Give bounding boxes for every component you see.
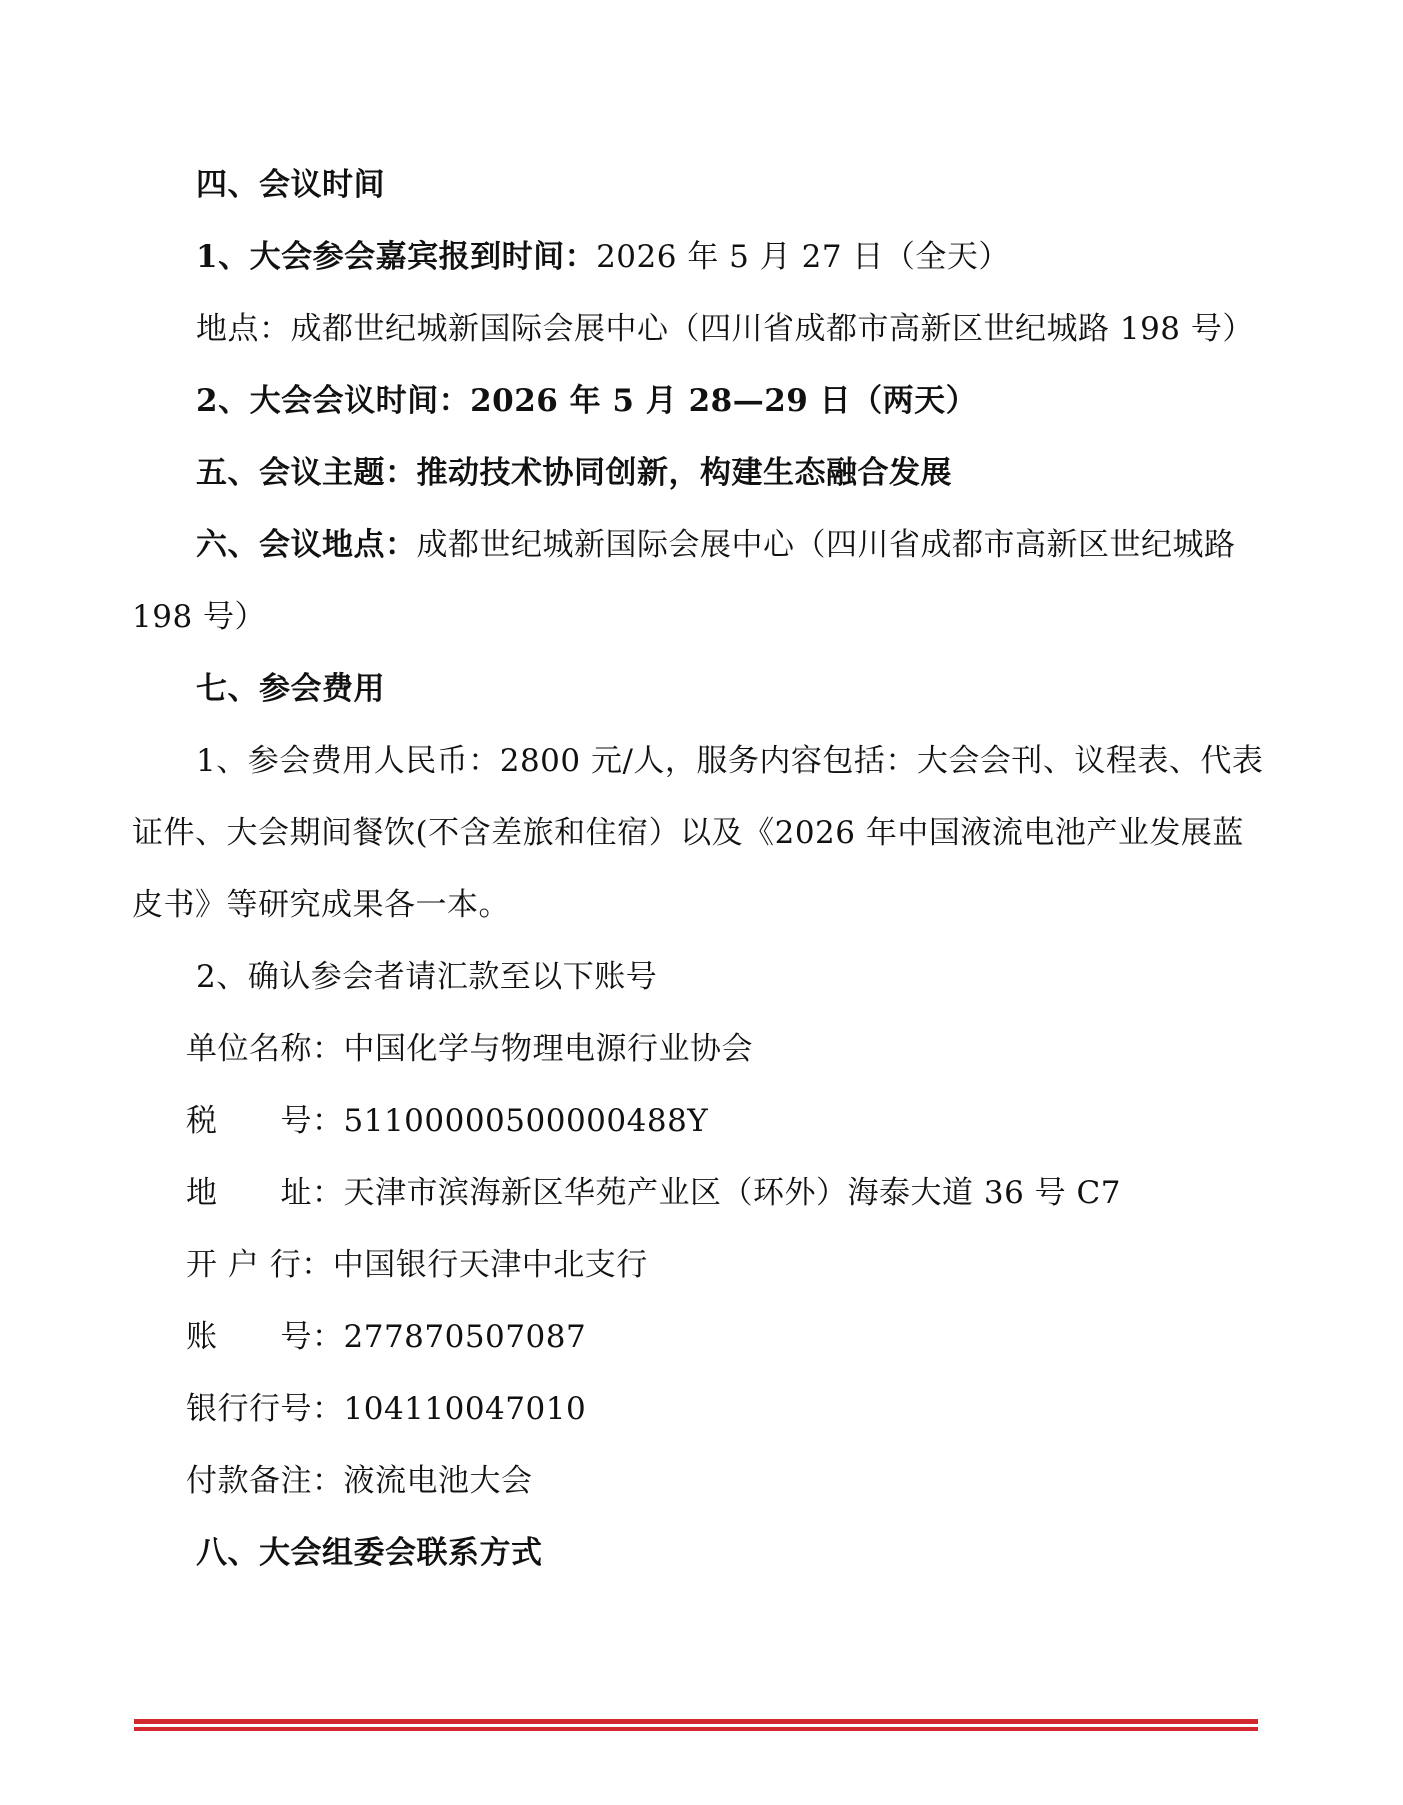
meeting-time: 2、大会会议时间：2026 年 5 月 28—29 日（两天）: [196, 383, 978, 419]
section-heading-contact: 八、大会组委会联系方式: [196, 1535, 543, 1571]
account-address-label: 地 址：: [186, 1175, 344, 1211]
section-heading-theme: 五、会议主题：推动技术协同创新，构建生态融合发展: [196, 455, 952, 491]
fee-paragraph-line-1: 1、参会费用人民币：2800 元/人，服务内容包括：大会会刊、议程表、代表: [196, 743, 1264, 779]
footer-double-rule: [134, 1719, 1258, 1731]
check-in-time-label: 1、大会参会嘉宾报到时间：: [196, 239, 597, 275]
footer-rule-top: [134, 1719, 1258, 1724]
account-bank-code-row: [186, 1389, 586, 1429]
account-address-row: [186, 1173, 1121, 1213]
meeting-location: [196, 525, 1236, 565]
check-in-location: 地点：成都世纪城新国际会展中心（四川省成都市高新区世纪城路 198 号）: [196, 311, 1254, 347]
account-number-value: 277870507087: [343, 1319, 587, 1355]
meeting-location-continued: 198 号）: [132, 599, 267, 635]
check-in-time: [196, 237, 1010, 277]
account-bank-code-label: 银行行号：: [186, 1391, 344, 1427]
account-memo-label: 付款备注：: [186, 1463, 344, 1499]
account-bank-label: 开 户 行：: [186, 1247, 333, 1283]
check-in-time-value: 2026 年 5 月 27 日（全天）: [596, 239, 1010, 275]
account-number-row: [186, 1317, 586, 1357]
account-unit-label: 单位名称：: [186, 1031, 344, 1067]
meeting-location-value: 成都世纪城新国际会展中心（四川省成都市高新区世纪城路: [416, 527, 1236, 563]
account-bank-code-value: 104110047010: [343, 1391, 587, 1427]
account-memo-row: [186, 1461, 533, 1501]
account-bank-value: 中国银行天津中北支行: [332, 1247, 648, 1283]
fee-paragraph-line-3: 皮书》等研究成果各一本。: [132, 887, 510, 923]
section-heading-meeting-time: 四、会议时间: [196, 167, 385, 203]
account-address-value: 天津市滨海新区华苑产业区（环外）海泰大道 36 号 C7: [343, 1175, 1121, 1211]
account-number-label: 账 号：: [186, 1319, 344, 1355]
meeting-location-label: 六、会议地点：: [196, 527, 417, 563]
section-heading-fees: 七、参会费用: [196, 671, 385, 707]
account-unit-row: [186, 1029, 753, 1069]
account-tax-value: 51100000500000488Y: [343, 1103, 709, 1139]
account-unit-value: 中国化学与物理电源行业协会: [343, 1031, 753, 1067]
account-tax-label: 税 号：: [186, 1103, 344, 1139]
fee-paragraph-line-2: 证件、大会期间餐饮(不含差旅和住宿）以及《2026 年中国液流电池产业发展蓝: [132, 815, 1244, 851]
account-bank-row: [186, 1245, 648, 1285]
footer-rule-bottom: [134, 1727, 1258, 1731]
account-memo-value: 液流电池大会: [343, 1463, 533, 1499]
remittance-instruction: 2、确认参会者请汇款至以下账号: [196, 959, 658, 995]
account-tax-row: [186, 1101, 708, 1141]
